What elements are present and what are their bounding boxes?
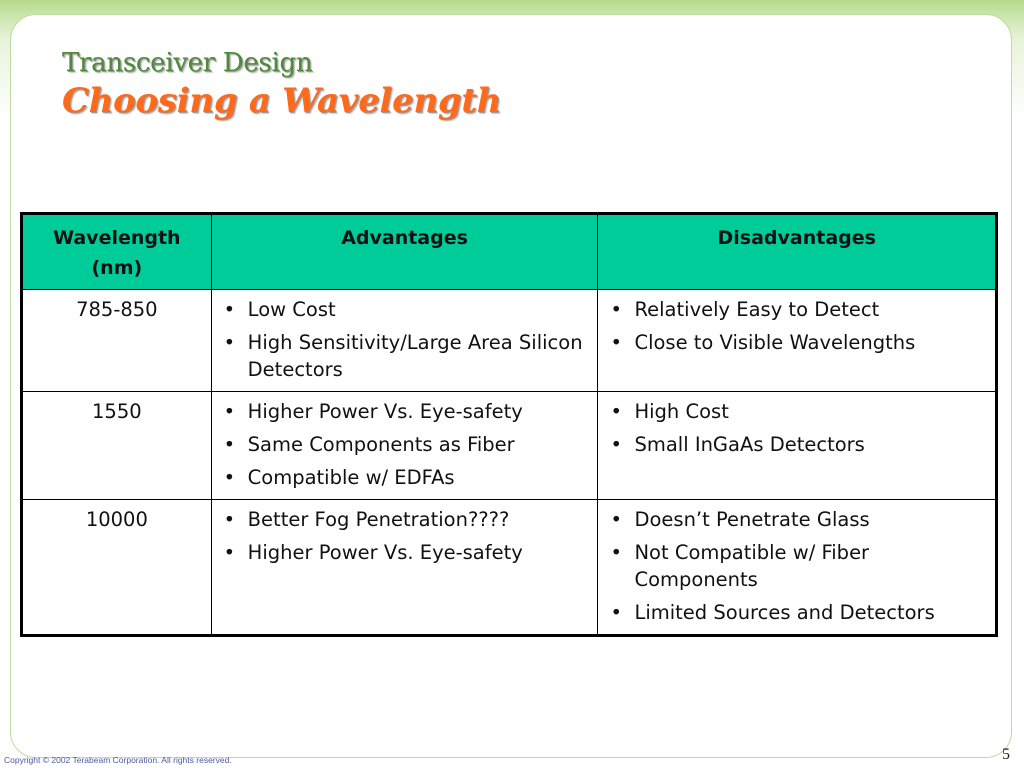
wavelength-cell: 785-850: [22, 290, 212, 392]
header-wavelength: Wavelength (nm): [22, 214, 212, 290]
slide-subtitle: Transceiver Design: [62, 48, 313, 78]
bullet-icon: •: [223, 298, 236, 321]
list-item: [222, 464, 592, 491]
copyright-notice: Copyright © 2002 Terabeam Corporation. All rights reserved.: [4, 755, 232, 765]
list-item-text: Higher Power Vs. Eye-safety: [247, 541, 523, 564]
list-item: [222, 539, 592, 566]
list-item: [608, 539, 989, 593]
list-item-text: Compatible w/ EDFAs: [247, 466, 455, 489]
header-advantages: Advantages: [211, 214, 598, 290]
table-body: [22, 290, 997, 636]
wavelength-comparison-table: [20, 212, 998, 637]
bullet-icon: •: [223, 331, 236, 354]
title-block: [62, 48, 502, 121]
page-number: 5: [1002, 746, 1010, 763]
bullet-icon: •: [223, 508, 236, 531]
advantages-list: [222, 506, 592, 566]
list-item-text: Small InGaAs Detectors: [634, 433, 865, 456]
bullet-icon: •: [610, 400, 622, 423]
list-item-text: Relatively Easy to Detect: [634, 298, 880, 321]
disadvantages-cell: [598, 392, 997, 500]
disadvantages-list: [608, 398, 989, 458]
bullet-icon: •: [610, 331, 622, 354]
bullet-icon: •: [610, 541, 622, 564]
list-item: [222, 506, 592, 533]
bullet-icon: •: [223, 466, 236, 489]
table-row: [22, 392, 997, 500]
list-item-text: Same Components as Fiber: [247, 433, 515, 456]
advantages-list: [222, 296, 592, 383]
list-item-text: Close to Visible Wavelengths: [634, 331, 916, 354]
advantages-cell: [211, 290, 598, 392]
list-item-text: Better Fog Penetration????: [247, 508, 510, 531]
list-item: [608, 506, 989, 533]
list-item: [222, 296, 592, 323]
bullet-icon: •: [223, 433, 236, 456]
disadvantages-cell: [598, 290, 997, 392]
list-item: [608, 329, 989, 356]
disadvantages-cell: [598, 500, 997, 636]
table-row: [22, 500, 997, 636]
list-item: [608, 431, 989, 458]
list-item: [222, 398, 592, 425]
list-item-text: Higher Power Vs. Eye-safety: [247, 400, 523, 423]
advantages-cell: [211, 500, 598, 636]
list-item: [222, 329, 592, 383]
list-item-text: Limited Sources and Detectors: [634, 601, 935, 624]
table-header: [22, 214, 997, 290]
list-item: [608, 296, 989, 323]
slide-title: Choosing a Wavelength: [62, 81, 502, 121]
list-item-text: Low Cost: [247, 298, 336, 321]
disadvantages-list: [608, 296, 989, 356]
wavelength-cell: 1550: [22, 392, 212, 500]
table-row: [22, 290, 997, 392]
advantages-cell: [211, 392, 598, 500]
header-row: [22, 214, 997, 290]
wavelength-cell: 10000: [22, 500, 212, 636]
bullet-icon: •: [223, 541, 236, 564]
list-item: [608, 398, 989, 425]
advantages-list: [222, 398, 592, 491]
bullet-icon: •: [610, 298, 622, 321]
disadvantages-list: [608, 506, 989, 626]
bullet-icon: •: [223, 400, 236, 423]
bullet-icon: •: [610, 433, 622, 456]
list-item: [222, 431, 592, 458]
bullet-icon: •: [610, 601, 622, 624]
list-item-text: Not Compatible w/ Fiber Components: [634, 541, 870, 591]
bullet-icon: •: [610, 508, 622, 531]
header-disadvantages: Disadvantages: [598, 214, 997, 290]
list-item-text: High Cost: [634, 400, 729, 423]
list-item: [608, 599, 989, 626]
list-item-text: High Sensitivity/Large Area Silicon Detectors: [247, 331, 583, 381]
list-item-text: Doesn’t Penetrate Glass: [634, 508, 870, 531]
